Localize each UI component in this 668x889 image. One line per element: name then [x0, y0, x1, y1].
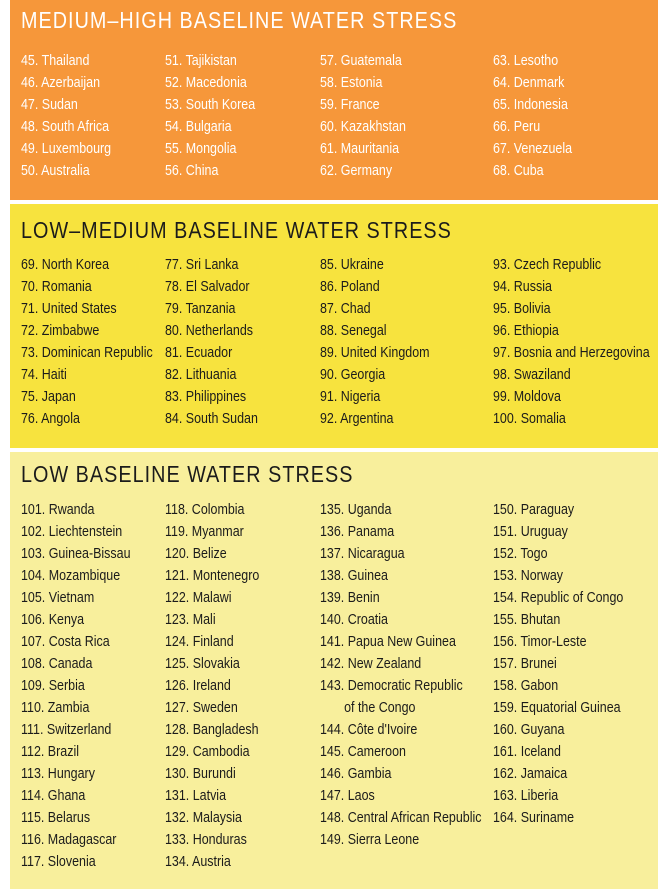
country-item: 51. Tajikistan: [165, 53, 237, 69]
country-item: 83. Philippines: [165, 389, 247, 405]
country-item: 75. Japan: [21, 389, 76, 405]
country-item: 118. Colombia: [165, 502, 245, 518]
country-item: 108. Canada: [21, 656, 93, 672]
country-item: 136. Panama: [320, 524, 395, 540]
country-column: [493, 254, 668, 430]
country-item: 147. Laos: [320, 788, 375, 804]
country-item: 119. Myanmar: [165, 524, 244, 540]
country-item: 164. Suriname: [493, 810, 575, 826]
country-item: 60. Kazakhstan: [320, 119, 406, 135]
country-item: 159. Equatorial Guinea: [493, 700, 621, 716]
country-item-continuation: of the Congo: [344, 700, 416, 716]
country-item: 153. Norway: [493, 568, 564, 584]
country-item: 45. Thailand: [21, 53, 90, 69]
country-item: 59. France: [320, 97, 380, 113]
country-item: 54. Bulgaria: [165, 119, 232, 135]
country-item: 152. Togo: [493, 546, 548, 562]
country-item: 92. Argentina: [320, 411, 394, 427]
country-item: 73. Dominican Republic: [21, 345, 153, 361]
country-item: 131. Latvia: [165, 788, 227, 804]
country-item: 55. Mongolia: [165, 141, 237, 157]
country-item: 112. Brazil: [21, 744, 79, 760]
country-item: 80. Netherlands: [165, 323, 254, 339]
country-item: 77. Sri Lanka: [165, 257, 239, 273]
country-item: 68. Cuba: [493, 163, 544, 179]
country-item: 89. United Kingdom: [320, 345, 430, 361]
country-item: 87. Chad: [320, 301, 371, 317]
country-item: 67. Venezuela: [493, 141, 573, 157]
country-item: 84. South Sudan: [165, 411, 258, 427]
country-item: 146. Gambia: [320, 766, 392, 782]
country-item: 78. El Salvador: [165, 279, 250, 295]
country-column: [165, 254, 273, 430]
country-item: 52. Macedonia: [165, 75, 247, 91]
country-column: [21, 499, 148, 873]
country-item: 82. Lithuania: [165, 367, 237, 383]
country-column: [21, 254, 174, 430]
country-item: 102. Liechtenstein: [21, 524, 123, 540]
country-item: 88. Senegal: [320, 323, 387, 339]
country-item: 135. Uganda: [320, 502, 392, 518]
country-item: 56. China: [165, 163, 219, 179]
country-item: 120. Belize: [165, 546, 227, 562]
country-item: 101. Rwanda: [21, 502, 95, 518]
country-item: 63. Lesotho: [493, 53, 559, 69]
country-item: 57. Guatemala: [320, 53, 402, 69]
section-title: LOW BASELINE WATER STRESS: [21, 461, 354, 487]
country-item: 142. New Zealand: [320, 656, 422, 672]
country-item: 74. Haiti: [21, 367, 67, 383]
country-item: 110. Zambia: [21, 700, 90, 716]
country-item: 61. Mauritania: [320, 141, 400, 157]
country-item: 100. Somalia: [493, 411, 566, 427]
country-item: 125. Slovakia: [165, 656, 240, 672]
country-item: 162. Jamaica: [493, 766, 568, 782]
country-item: 122. Malawi: [165, 590, 232, 606]
country-item: 71. United States: [21, 301, 117, 317]
country-item: 128. Bangladesh: [165, 722, 259, 738]
country-item: 85. Ukraine: [320, 257, 384, 273]
country-item: 107. Costa Rica: [21, 634, 110, 650]
section-medium-high: [10, 0, 658, 200]
country-item: 130. Burundi: [165, 766, 236, 782]
country-column: [320, 499, 508, 851]
country-item: 133. Honduras: [165, 832, 247, 848]
country-item: 163. Liberia: [493, 788, 559, 804]
country-item: 103. Guinea-Bissau: [21, 546, 131, 562]
country-item: 148. Central African Republic: [320, 810, 482, 826]
country-item: 64. Denmark: [493, 75, 565, 91]
country-column: [21, 50, 126, 182]
country-item: 157. Brunei: [493, 656, 557, 672]
country-column: [320, 50, 420, 182]
country-item: 69. North Korea: [21, 257, 110, 273]
country-item: 81. Ecuador: [165, 345, 233, 361]
country-item: 86. Poland: [320, 279, 380, 295]
country-item: 47. Sudan: [21, 97, 78, 113]
country-item: 160. Guyana: [493, 722, 565, 738]
country-item: 109. Serbia: [21, 678, 85, 694]
country-item: 98. Swaziland: [493, 367, 571, 383]
country-item: 158. Gabon: [493, 678, 559, 694]
country-item: 127. Sweden: [165, 700, 238, 716]
country-column: [165, 50, 270, 182]
country-item: 62. Germany: [320, 163, 393, 179]
country-item: 104. Mozambique: [21, 568, 121, 584]
country-item: 106. Kenya: [21, 612, 85, 628]
country-item: 134. Austria: [165, 854, 231, 870]
country-item: 94. Russia: [493, 279, 552, 295]
country-item: 99. Moldova: [493, 389, 561, 405]
section-low: [10, 452, 658, 889]
country-item: 72. Zimbabwe: [21, 323, 100, 339]
country-item: 144. Côte d'Ivoire: [320, 722, 418, 738]
country-item: 143. Democratic Republic: [320, 678, 463, 694]
country-item: 129. Cambodia: [165, 744, 250, 760]
country-item: 138. Guinea: [320, 568, 388, 584]
country-item: 121. Montenegro: [165, 568, 260, 584]
country-item: 76. Angola: [21, 411, 80, 427]
country-item: 126. Ireland: [165, 678, 231, 694]
country-item: 70. Romania: [21, 279, 92, 295]
country-item: 116. Madagascar: [21, 832, 117, 848]
country-item: 90. Georgia: [320, 367, 386, 383]
country-item: 91. Nigeria: [320, 389, 381, 405]
country-item: 124. Finland: [165, 634, 234, 650]
country-item: 155. Bhutan: [493, 612, 561, 628]
country-item: 50. Australia: [21, 163, 90, 179]
country-item: 96. Ethiopia: [493, 323, 559, 339]
country-item: 139. Benin: [320, 590, 380, 606]
country-item: 111. Switzerland: [21, 722, 112, 738]
country-item: 141. Papua New Guinea: [320, 634, 456, 650]
country-item: 49. Luxembourg: [21, 141, 112, 157]
section-low-medium: [10, 204, 658, 448]
country-item: 46. Azerbaijan: [21, 75, 101, 91]
country-item: 93. Czech Republic: [493, 257, 602, 273]
country-item: 140. Croatia: [320, 612, 388, 628]
country-item: 95. Bolivia: [493, 301, 551, 317]
country-item: 48. South Africa: [21, 119, 110, 135]
country-item: 58. Estonia: [320, 75, 383, 91]
country-item: 66. Peru: [493, 119, 541, 135]
country-item: 114. Ghana: [21, 788, 86, 804]
country-item: 113. Hungary: [21, 766, 95, 782]
country-item: 65. Indonesia: [493, 97, 568, 113]
country-item: 161. Iceland: [493, 744, 561, 760]
country-item: 154. Republic of Congo: [493, 590, 624, 606]
section-title: MEDIUM–HIGH BASELINE WATER STRESS: [21, 7, 458, 33]
country-item: 79. Tanzania: [165, 301, 236, 317]
country-column: [165, 499, 275, 873]
country-item: 149. Sierra Leone: [320, 832, 420, 848]
country-item: 150. Paraguay: [493, 502, 575, 518]
section-title: LOW–MEDIUM BASELINE WATER STRESS: [21, 217, 452, 243]
country-item: 132. Malaysia: [165, 810, 242, 826]
country-item: 156. Timor-Leste: [493, 634, 587, 650]
country-column: [493, 50, 585, 182]
country-item: 117. Slovenia: [21, 854, 96, 870]
country-item: 115. Belarus: [21, 810, 91, 826]
country-column: [320, 254, 447, 430]
country-item: 145. Cameroon: [320, 744, 406, 760]
country-item: 105. Vietnam: [21, 590, 95, 606]
country-column: [493, 499, 645, 829]
country-item: 123. Mali: [165, 612, 216, 628]
country-item: 97. Bosnia and Herzegovina: [493, 345, 650, 361]
country-item: 53. South Korea: [165, 97, 256, 113]
country-item: 151. Uruguay: [493, 524, 568, 540]
country-item: 137. Nicaragua: [320, 546, 405, 562]
